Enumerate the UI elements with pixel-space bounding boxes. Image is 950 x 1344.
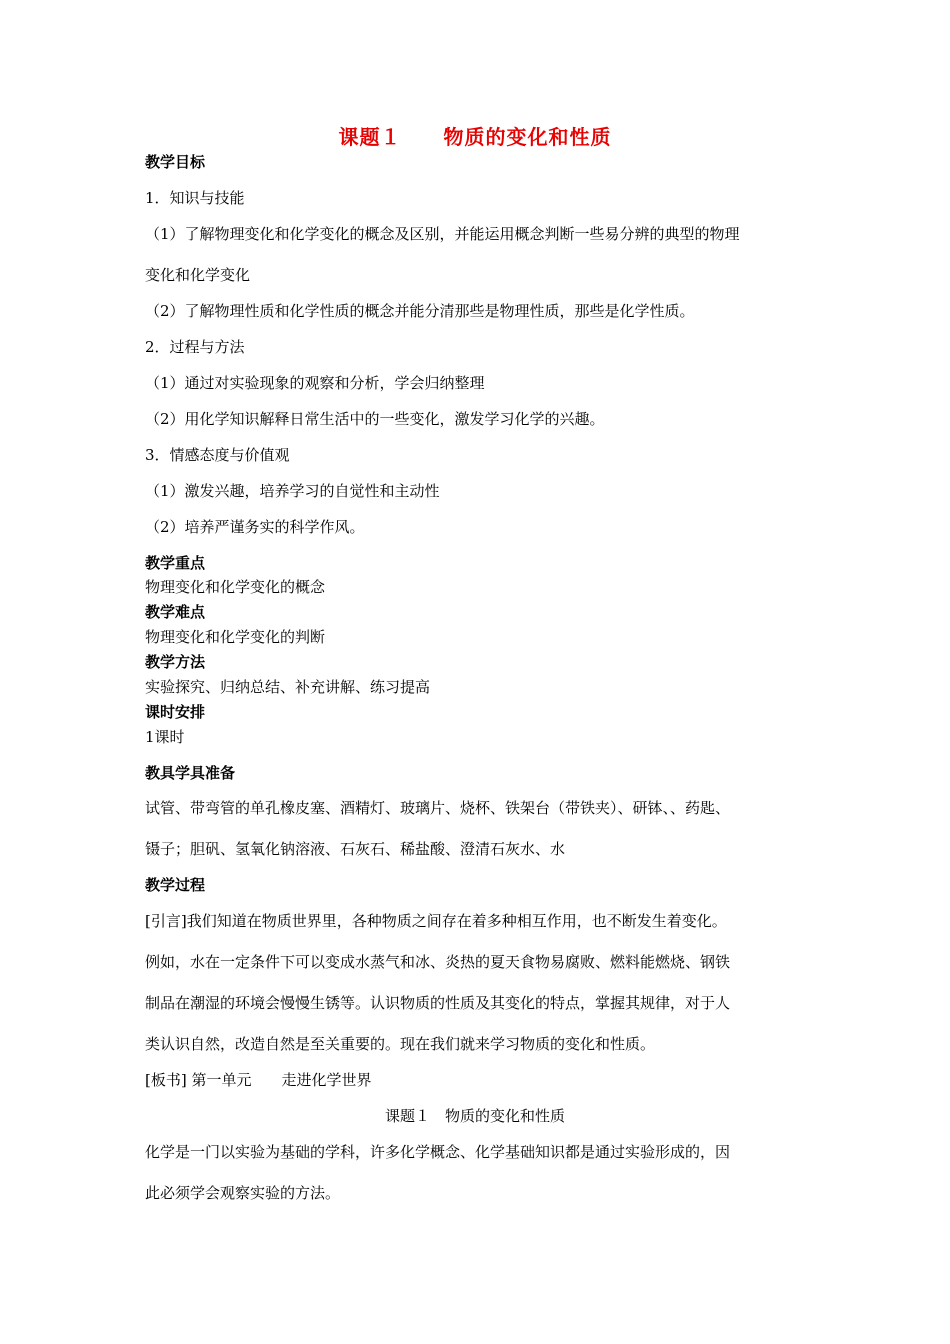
objective-section-1: 1．知识与技能	[145, 189, 245, 207]
intro-line: 例如，水在一定条件下可以变成水蒸气和冰、炎热的夏天食物易腐败、燃料能燃烧、钢铁	[145, 953, 731, 971]
objective-section-2: 2．过程与方法	[145, 338, 245, 356]
intro-line: 制品在潮湿的环境会慢慢生锈等。认识物质的性质及其变化的特点，掌握其规律，对于人	[145, 994, 731, 1012]
process-heading: 教学过程	[145, 876, 206, 894]
objective-item: （2）培养严谨务实的科学作风。	[145, 518, 365, 536]
objective-item: （2）了解物理性质和化学性质的概念并能分清那些是物理性质，那些是化学性质。	[145, 302, 695, 320]
key-point-heading: 教学重点	[145, 554, 206, 572]
method-heading: 教学方法	[145, 653, 206, 671]
objective-item: （1）了解物理变化和化学变化的概念及区别，并能运用概念判断一些易分辨的典型的物理	[145, 225, 740, 243]
intro-line: 类认识自然，改造自然是至关重要的。现在我们就来学习物质的变化和性质。	[145, 1035, 656, 1053]
objective-item: （1）激发兴趣，培养学习的自觉性和主动性	[145, 482, 440, 500]
method-text: 实验探究、归纳总结、补充讲解、练习提高	[145, 678, 431, 696]
schedule-heading: 课时安排	[145, 703, 206, 721]
difficulty-text: 物理变化和化学变化的判断	[145, 628, 326, 646]
objective-item: （2）用化学知识解释日常生活中的一些变化，激发学习化学的兴趣。	[145, 410, 605, 428]
objective-item-continued: 变化和化学变化	[145, 266, 251, 284]
objective-section-3: 3．情感态度与价值观	[145, 446, 290, 464]
board-note: [板书] 第一单元 走进化学世界	[145, 1071, 372, 1089]
paragraph-line: 此必须学会观察实验的方法。	[145, 1184, 341, 1202]
key-point-text: 物理变化和化学变化的概念	[145, 578, 326, 596]
difficulty-heading: 教学难点	[145, 603, 206, 621]
intro-line: [引言]我们知道在物质世界里，各种物质之间存在着多种相互作用，也不断发生着变化。	[145, 912, 727, 930]
objective-item: （1）通过对实验现象的观察和分析，学会归纳整理	[145, 374, 485, 392]
board-subtitle: 课题１ 物质的变化和性质	[384, 1107, 565, 1125]
materials-heading: 教具学具准备	[145, 764, 236, 782]
schedule-text: 1课时	[145, 728, 185, 746]
materials-line: 试管、带弯管的单孔橡皮塞、酒精灯、玻璃片、烧杯、铁架台（带铁夹）、研钵、、药匙、	[145, 799, 731, 817]
objectives-heading: 教学目标	[145, 153, 206, 171]
page-title: 课题１ 物质的变化和性质	[338, 125, 612, 149]
paragraph-line: 化学是一门以实验为基础的学科，许多化学概念、化学基础知识都是通过实验形成的，因	[145, 1143, 731, 1161]
materials-line: 镊子；胆矾、氢氧化钠溶液、石灰石、稀盐酸、澄清石灰水、水	[145, 840, 566, 858]
